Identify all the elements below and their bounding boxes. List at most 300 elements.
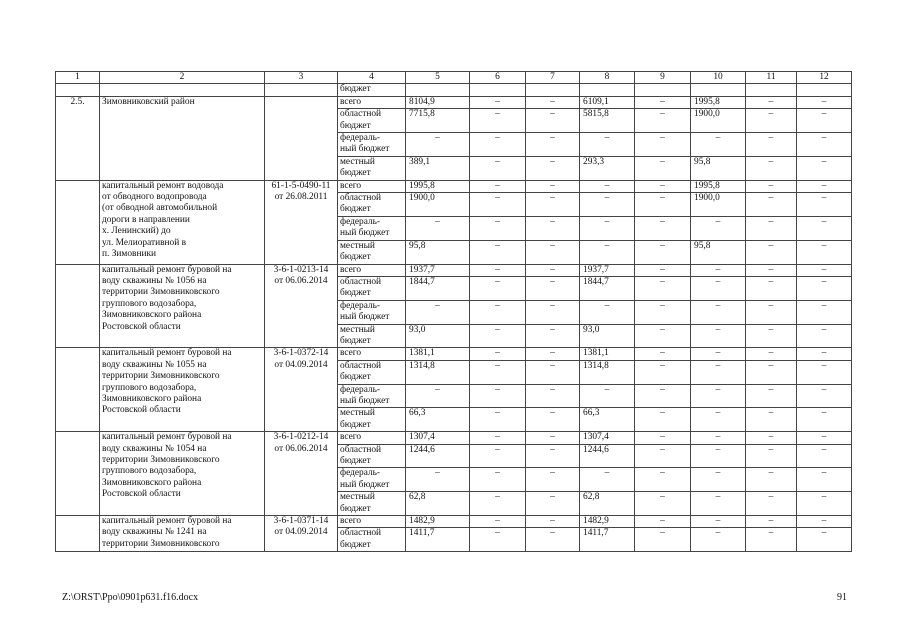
value-cell: – [470, 492, 526, 516]
column-number-header: 10 [691, 72, 746, 84]
section-number: 2.5. [56, 96, 100, 180]
text-line: капитальный ремонт буровой на [102, 516, 232, 527]
column-number-header: 6 [470, 72, 526, 84]
value-cell: – [746, 432, 797, 444]
text-line: областной [340, 360, 382, 371]
value-cell: – [797, 276, 852, 300]
funding-source-cell [338, 193, 406, 217]
value-cell: – [746, 348, 797, 360]
funding-source-cell [338, 528, 406, 552]
text-line: всего [340, 180, 362, 191]
value-cell: – [470, 444, 526, 468]
value-cell: – [470, 109, 526, 133]
value-cell: – [797, 156, 852, 180]
value-cell: – [691, 264, 746, 276]
table-cell [691, 84, 746, 96]
text-line: местный [340, 324, 375, 335]
value-cell: – [635, 264, 691, 276]
text-line: капитальный ремонт буровой на [102, 432, 232, 443]
value-cell: – [797, 216, 852, 240]
funding-source-cell [338, 96, 406, 108]
value-cell: – [526, 384, 580, 408]
value-cell: – [797, 492, 852, 516]
value-cell: – [526, 528, 580, 552]
table-cell [580, 84, 635, 96]
value-cell: – [470, 193, 526, 217]
value-cell: – [746, 156, 797, 180]
table-row [56, 264, 852, 276]
project-name [100, 180, 265, 264]
value-cell: – [797, 348, 852, 360]
text-line: от 26.08.2011 [274, 192, 328, 203]
funding-source-cell [338, 180, 406, 192]
value-cell: – [635, 444, 691, 468]
table-row [56, 96, 852, 108]
table-row [56, 432, 852, 444]
value-cell: 1844,7 [580, 276, 635, 300]
text-line: капитальный ремонт буровой на [102, 348, 232, 359]
table-cell [746, 84, 797, 96]
value-cell: – [470, 133, 526, 157]
text-line: капитальный ремонт водовода [102, 180, 224, 191]
value-cell: – [526, 264, 580, 276]
value-cell: – [580, 468, 635, 492]
funding-source-cell [338, 276, 406, 300]
value-cell: – [526, 360, 580, 384]
funding-source-cell [338, 133, 406, 157]
text-line: от 06.06.2014 [274, 275, 328, 286]
text-line: бюджет [340, 372, 371, 383]
value-cell: 1411,7 [580, 528, 635, 552]
value-cell: – [580, 193, 635, 217]
table-row [56, 516, 852, 528]
funding-source-cell [338, 300, 406, 324]
funding-source-cell [338, 240, 406, 264]
value-cell: – [526, 180, 580, 192]
text-line: группового водозабора, [102, 382, 197, 393]
text-line: от 04.09.2014 [274, 359, 328, 370]
value-cell: – [797, 96, 852, 108]
value-cell: – [470, 96, 526, 108]
funding-source-cell [338, 156, 406, 180]
value-cell: – [635, 528, 691, 552]
value-cell: – [526, 193, 580, 217]
value-cell: 93,0 [406, 324, 470, 348]
section-name: Зимовниковский район [100, 96, 265, 180]
value-cell: 95,8 [691, 240, 746, 264]
value-cell: – [635, 216, 691, 240]
budget-table [55, 71, 852, 552]
value-cell: – [797, 432, 852, 444]
table-cell [56, 180, 100, 264]
text-line: областной [340, 276, 382, 287]
value-cell: – [691, 276, 746, 300]
column-number-header: 5 [406, 72, 470, 84]
text-line: ный бюджет [340, 312, 390, 323]
table-cell [56, 84, 100, 96]
page-number: 91 [837, 592, 847, 603]
table-cell [797, 84, 852, 96]
column-number-header: 11 [746, 72, 797, 84]
value-cell: 5815,8 [580, 109, 635, 133]
text-line: ул. Мелиоративной в [102, 237, 187, 248]
value-cell: – [470, 408, 526, 432]
text-line: бюджет [340, 335, 371, 346]
value-cell: – [797, 240, 852, 264]
value-cell: – [797, 300, 852, 324]
funding-source-cell [338, 492, 406, 516]
value-cell: – [635, 300, 691, 324]
value-cell: – [635, 240, 691, 264]
funding-source-cell [338, 348, 406, 360]
text-line: Зимовниковского района [102, 310, 202, 321]
text-line: бюджет [340, 288, 371, 299]
text-line: Ростовской области [102, 405, 181, 416]
funding-source-cell [338, 109, 406, 133]
value-cell: – [580, 180, 635, 192]
column-number-header: 1 [56, 72, 100, 84]
value-cell: – [691, 516, 746, 528]
value-cell: – [526, 276, 580, 300]
value-cell: – [635, 156, 691, 180]
value-cell: 1307,4 [580, 432, 635, 444]
value-cell: – [406, 384, 470, 408]
value-cell: 1482,9 [406, 516, 470, 528]
value-cell: – [526, 240, 580, 264]
value-cell: – [746, 324, 797, 348]
value-cell: – [580, 133, 635, 157]
value-cell: – [526, 516, 580, 528]
project-name [100, 432, 265, 516]
value-cell: – [691, 360, 746, 384]
project-code [265, 432, 338, 516]
text-line: федераль- [340, 216, 381, 227]
value-cell: – [635, 360, 691, 384]
text-line: областной [340, 528, 382, 539]
value-cell: – [797, 384, 852, 408]
value-cell: – [526, 96, 580, 108]
project-name [100, 516, 265, 552]
value-cell: – [470, 348, 526, 360]
column-number-header: 12 [797, 72, 852, 84]
value-cell: 66,3 [406, 408, 470, 432]
text-line: (от обводной автомобильной [102, 203, 218, 214]
value-cell: – [691, 432, 746, 444]
value-cell: – [470, 276, 526, 300]
text-line: воду скважины № 1054 на [102, 443, 207, 454]
value-cell: – [470, 516, 526, 528]
value-cell: – [797, 408, 852, 432]
text-line: местный [340, 408, 375, 419]
table-cell [265, 96, 338, 180]
value-cell: – [746, 216, 797, 240]
value-cell: – [797, 133, 852, 157]
text-line: местный [340, 156, 375, 167]
text-line: капитальный ремонт буровой на [102, 264, 232, 275]
table-cell [100, 84, 265, 96]
funding-source-cell [338, 264, 406, 276]
value-cell: 1244,6 [580, 444, 635, 468]
value-cell: – [635, 133, 691, 157]
funding-source-cell [338, 468, 406, 492]
continuation-row [56, 84, 852, 96]
value-cell: – [406, 133, 470, 157]
text-line: ный бюджет [340, 479, 390, 490]
column-number-header: 4 [338, 72, 406, 84]
value-cell: – [406, 216, 470, 240]
value-cell: 95,8 [406, 240, 470, 264]
text-line: бюджет [340, 419, 371, 430]
text-line: территории Зимовниковского [102, 287, 220, 298]
text-line: ный бюджет [340, 395, 390, 406]
text-line: всего [340, 516, 362, 527]
column-number-header: 8 [580, 72, 635, 84]
value-cell: – [406, 468, 470, 492]
funding-source-cell [338, 516, 406, 528]
text-line: Зимовниковского района [102, 477, 202, 488]
value-cell: – [797, 468, 852, 492]
text-line: территории Зимовниковского [102, 371, 220, 382]
value-cell: – [691, 300, 746, 324]
project-name [100, 348, 265, 432]
text-line: бюджет [340, 168, 371, 179]
value-cell: – [746, 193, 797, 217]
text-line: областной [340, 444, 382, 455]
text-line: всего [340, 264, 362, 275]
value-cell: – [635, 432, 691, 444]
value-cell: – [635, 492, 691, 516]
text-line: федераль- [340, 133, 381, 144]
table-cell [526, 84, 580, 96]
value-cell: 293,3 [580, 156, 635, 180]
value-cell: – [797, 109, 852, 133]
text-line: бюджет [340, 204, 371, 215]
header-row [56, 72, 852, 84]
value-cell: – [691, 528, 746, 552]
value-cell: 1995,8 [406, 180, 470, 192]
value-cell: – [635, 516, 691, 528]
value-cell: – [526, 156, 580, 180]
text-line: п. Зимовники [102, 249, 157, 260]
value-cell: – [526, 468, 580, 492]
value-cell: – [746, 528, 797, 552]
value-cell: – [580, 300, 635, 324]
value-cell: 1244,6 [406, 444, 470, 468]
text-line: всего [340, 96, 362, 107]
value-cell: 1381,1 [580, 348, 635, 360]
column-number-header: 3 [265, 72, 338, 84]
text-line: федераль- [340, 384, 381, 395]
text-line: 3-6-1-0371-14 [273, 516, 329, 527]
value-cell: 66,3 [580, 408, 635, 432]
text-line: от обводного водопровода [102, 192, 207, 203]
value-cell: 8104,9 [406, 96, 470, 108]
value-cell: – [635, 96, 691, 108]
value-cell: – [580, 384, 635, 408]
text-line: бюджет [340, 503, 371, 514]
text-line: бюджет [340, 120, 371, 131]
funding-source-cell [338, 384, 406, 408]
funding-source-cell [338, 216, 406, 240]
value-cell: – [691, 444, 746, 468]
funding-source-cell [338, 324, 406, 348]
value-cell: 1995,8 [691, 96, 746, 108]
value-cell: – [470, 324, 526, 348]
value-cell: – [526, 408, 580, 432]
text-line: х. Ленинский) до [102, 226, 171, 237]
value-cell: 6109,1 [580, 96, 635, 108]
value-cell: – [470, 468, 526, 492]
value-cell: 95,8 [691, 156, 746, 180]
value-cell: – [635, 324, 691, 348]
text-line: всего [340, 348, 362, 359]
text-line: воду скважины № 1055 на [102, 359, 207, 370]
text-line: территории Зимовниковского [102, 455, 220, 465]
text-line: от 04.09.2014 [274, 527, 328, 538]
text-line: 3-6-1-0212-14 [273, 432, 329, 443]
value-cell: – [526, 300, 580, 324]
table-cell [635, 84, 691, 96]
value-cell: – [746, 180, 797, 192]
value-cell: – [526, 444, 580, 468]
column-number-header: 7 [526, 72, 580, 84]
text-line: областной [340, 193, 382, 204]
value-cell: – [635, 348, 691, 360]
text-line: группового водозабора, [102, 466, 197, 477]
value-cell: – [691, 133, 746, 157]
value-cell: – [746, 133, 797, 157]
value-cell: 1482,9 [580, 516, 635, 528]
text-line: бюджет [340, 252, 371, 263]
text-line: 61-1-5-0490-11 [271, 180, 331, 191]
value-cell: – [526, 133, 580, 157]
text-line: Зимовниковского района [102, 393, 202, 404]
table-cell [406, 84, 470, 96]
table-row [56, 180, 852, 192]
text-line: областной [340, 109, 382, 120]
table-cell [56, 516, 100, 552]
value-cell: – [470, 156, 526, 180]
value-cell: – [797, 444, 852, 468]
value-cell: 1314,8 [580, 360, 635, 384]
text-line: ный бюджет [340, 144, 390, 155]
value-cell: – [406, 300, 470, 324]
table-cell [470, 84, 526, 96]
project-code [265, 180, 338, 264]
value-cell: 1307,4 [406, 432, 470, 444]
value-cell: 7715,8 [406, 109, 470, 133]
text-line: бюджет [340, 539, 371, 550]
value-cell: – [635, 384, 691, 408]
value-cell: – [580, 240, 635, 264]
value-cell: – [797, 180, 852, 192]
value-cell: – [746, 276, 797, 300]
text-line: ный бюджет [340, 228, 390, 239]
table-cell [265, 84, 338, 96]
table-cell [56, 432, 100, 516]
text-line: Ростовской области [102, 321, 181, 332]
value-cell: 62,8 [580, 492, 635, 516]
value-cell: – [526, 109, 580, 133]
value-cell: – [746, 408, 797, 432]
funding-source-cell [338, 360, 406, 384]
value-cell: 93,0 [580, 324, 635, 348]
value-cell: 1900,0 [406, 193, 470, 217]
text-line: бюджет [340, 456, 371, 466]
value-cell: – [746, 109, 797, 133]
value-cell: – [746, 444, 797, 468]
value-cell: – [580, 216, 635, 240]
value-cell: – [691, 348, 746, 360]
value-cell: – [797, 264, 852, 276]
value-cell: – [746, 468, 797, 492]
value-cell: – [746, 384, 797, 408]
value-cell: – [470, 360, 526, 384]
funding-source-cell [338, 408, 406, 432]
value-cell: – [526, 432, 580, 444]
table-cell: бюджет [338, 84, 406, 96]
text-line: 3-6-1-0213-14 [273, 264, 329, 275]
value-cell: – [746, 96, 797, 108]
project-code [265, 516, 338, 552]
value-cell: – [691, 468, 746, 492]
value-cell: – [746, 264, 797, 276]
value-cell: 62,8 [406, 492, 470, 516]
value-cell: – [691, 216, 746, 240]
value-cell: – [526, 324, 580, 348]
value-cell: – [635, 193, 691, 217]
text-line: группового водозабора, [102, 298, 197, 309]
value-cell: 1900,0 [691, 109, 746, 133]
funding-source-cell [338, 444, 406, 468]
value-cell: – [797, 360, 852, 384]
funding-source-cell [338, 432, 406, 444]
table-row [56, 348, 852, 360]
text-line: Ростовской области [102, 489, 181, 500]
project-name [100, 264, 265, 348]
value-cell: 1381,1 [406, 348, 470, 360]
text-line: 3-6-1-0372-14 [273, 348, 329, 359]
text-line: всего [340, 432, 362, 443]
text-line: от 06.06.2014 [274, 443, 328, 454]
value-cell: – [526, 492, 580, 516]
value-cell: – [470, 384, 526, 408]
value-cell: – [526, 348, 580, 360]
value-cell: – [691, 492, 746, 516]
value-cell: – [691, 408, 746, 432]
value-cell: – [746, 240, 797, 264]
value-cell: – [797, 528, 852, 552]
value-cell: 1995,8 [691, 180, 746, 192]
value-cell: 1937,7 [580, 264, 635, 276]
value-cell: – [691, 324, 746, 348]
value-cell: 1411,7 [406, 528, 470, 552]
column-number-header: 9 [635, 72, 691, 84]
text-line: федераль- [340, 468, 381, 479]
value-cell: – [470, 432, 526, 444]
value-cell: 389,1 [406, 156, 470, 180]
value-cell: – [526, 216, 580, 240]
text-line: местный [340, 492, 375, 503]
value-cell: – [691, 384, 746, 408]
value-cell: – [635, 468, 691, 492]
table-cell [56, 264, 100, 348]
value-cell: 1314,8 [406, 360, 470, 384]
value-cell: – [470, 180, 526, 192]
value-cell: – [635, 180, 691, 192]
value-cell: – [470, 264, 526, 276]
value-cell: 1937,7 [406, 264, 470, 276]
